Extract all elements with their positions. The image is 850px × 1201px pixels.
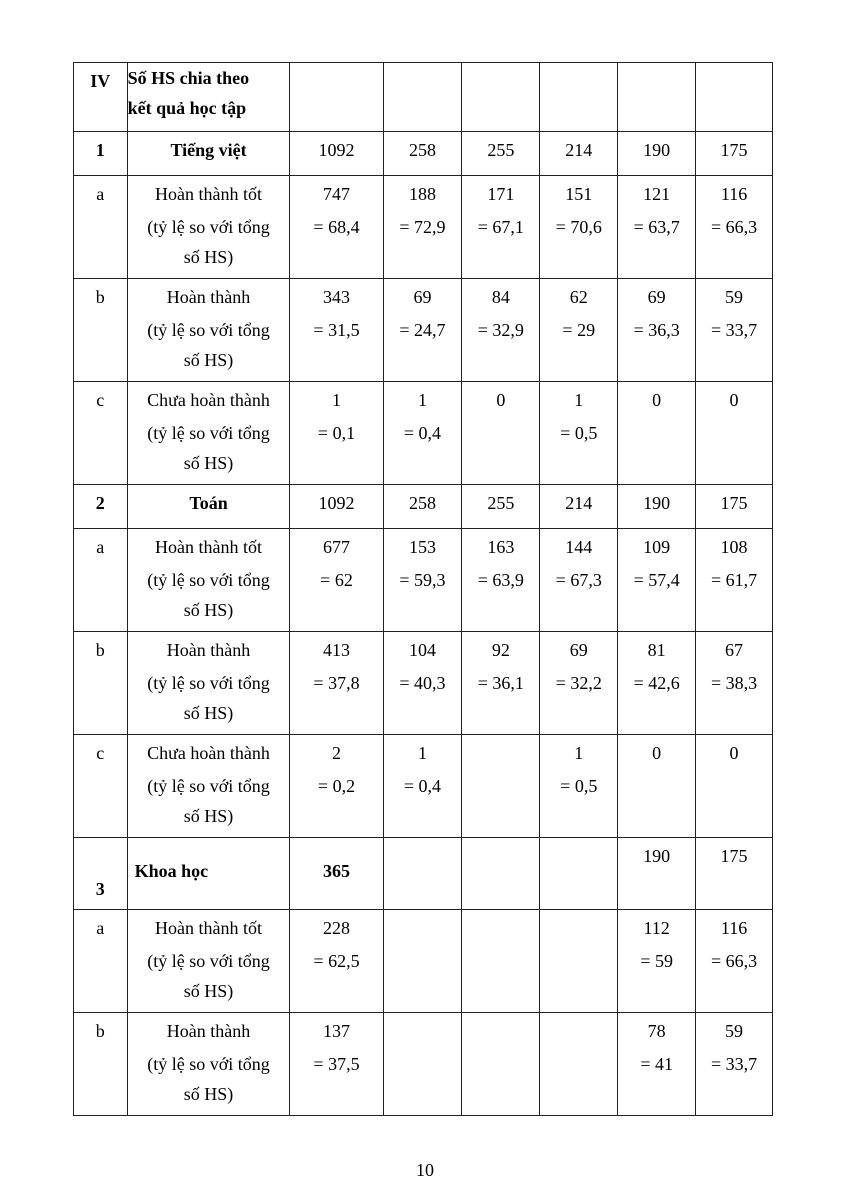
- result-count: 67: [725, 640, 744, 660]
- result-rate: = 36,1: [477, 673, 524, 693]
- empty-cell: [540, 63, 618, 132]
- result-label: [127, 382, 290, 485]
- result-count: [384, 1013, 462, 1016]
- result-count: 78: [647, 1021, 666, 1041]
- result-cell: [462, 735, 540, 838]
- result-letter-text: a: [96, 918, 105, 938]
- result-sub-label: số HS): [183, 703, 234, 723]
- section-total-cell: [540, 838, 618, 910]
- section-total-value: 214: [565, 140, 593, 160]
- result-cell: [462, 632, 540, 735]
- result-row: [74, 382, 773, 485]
- result-count: 144: [565, 537, 593, 557]
- section-total-value: [462, 838, 539, 841]
- section-total-cell: [696, 485, 773, 529]
- result-row: [74, 176, 773, 279]
- section-total-cell: [540, 132, 618, 176]
- result-count: 62: [569, 287, 588, 307]
- result-cell: [618, 910, 696, 1013]
- result-letter: [74, 632, 128, 735]
- result-rate: = 68,4: [313, 217, 360, 237]
- section-number-text: 2: [95, 493, 105, 513]
- section-total-cell: [383, 132, 462, 176]
- section-title-line2: kết quả học tập: [127, 98, 247, 118]
- result-cell: [383, 279, 462, 382]
- result-count: 69: [413, 287, 432, 307]
- result-count: 2: [332, 743, 341, 763]
- result-count: 59: [725, 287, 744, 307]
- result-rate: = 67,1: [477, 217, 524, 237]
- empty-cell: [462, 63, 540, 132]
- result-sub-label: (tỷ lệ so với tổng: [147, 673, 270, 693]
- result-rate: = 0,4: [403, 423, 442, 443]
- result-count: [540, 1013, 617, 1016]
- result-letter-text: a: [96, 184, 105, 204]
- section-total-value: 255: [487, 493, 515, 513]
- result-count: 228: [323, 918, 350, 938]
- result-rate: = 0,5: [560, 423, 598, 443]
- section-total-cell: [540, 485, 618, 529]
- section-number: [74, 485, 128, 529]
- result-label-text: Hoàn thành tốt: [155, 918, 263, 938]
- section-total-value: 190: [643, 140, 671, 160]
- result-letter: [74, 1013, 128, 1116]
- result-cell: [383, 176, 462, 279]
- result-count: 1: [417, 390, 427, 410]
- section-total-value: 255: [487, 140, 515, 160]
- result-count: 59: [725, 1021, 744, 1041]
- section-total-value: 190: [643, 493, 671, 513]
- result-rate: = 63,7: [633, 217, 680, 237]
- result-label-text: Hoàn thành tốt: [155, 537, 263, 557]
- section-total-cell: [290, 838, 383, 910]
- result-rate: = 37,5: [313, 1054, 360, 1074]
- empty-cell: [383, 63, 462, 132]
- result-rate: = 31,5: [313, 320, 360, 340]
- result-label: [127, 632, 290, 735]
- result-count: 1: [417, 743, 427, 763]
- result-cell: [618, 632, 696, 735]
- result-label: [127, 1013, 290, 1116]
- section-total-value: 258: [408, 140, 436, 160]
- result-count: 677: [323, 537, 350, 557]
- result-sub-label: (tỷ lệ so với tổng: [147, 423, 270, 443]
- result-letter: [74, 529, 128, 632]
- empty-cell: [696, 63, 773, 132]
- result-count: 109: [643, 537, 671, 557]
- result-rate: = 40,3: [399, 673, 446, 693]
- empty-cell: [618, 63, 696, 132]
- section-total-cell: [618, 485, 696, 529]
- section-title-line1: Số HS chia theo: [127, 68, 250, 88]
- result-cell: [383, 382, 462, 485]
- result-rate: = 32,2: [555, 673, 602, 693]
- result-cell: [618, 279, 696, 382]
- result-row: [74, 529, 773, 632]
- result-letter: [74, 279, 128, 382]
- result-cell: [540, 632, 618, 735]
- section-total-value: 175: [720, 493, 748, 513]
- result-count: [462, 735, 539, 738]
- result-count: 188: [408, 184, 436, 204]
- result-label-text: Chưa hoàn thành: [147, 390, 270, 410]
- result-cell: [696, 1013, 773, 1116]
- result-rate: = 57,4: [633, 570, 680, 590]
- section-total-value: 175: [720, 846, 748, 866]
- result-rate: = 62: [320, 570, 353, 590]
- section-total-cell: [462, 485, 540, 529]
- result-label: [127, 279, 290, 382]
- section-subject-text: Tiếng việt: [170, 140, 247, 160]
- result-sub-label: số HS): [183, 981, 234, 1001]
- section-total-cell: [290, 132, 383, 176]
- result-sub-label: (tỷ lệ so với tổng: [147, 217, 270, 237]
- result-label: [127, 529, 290, 632]
- page-number: 10: [416, 1160, 434, 1180]
- section-subject: [127, 132, 290, 176]
- result-cell: [290, 1013, 383, 1116]
- results-table: [73, 62, 773, 1116]
- result-rate: = 0,1: [317, 423, 356, 443]
- result-cell: [290, 382, 383, 485]
- result-letter: [74, 176, 128, 279]
- result-rate: = 66,3: [710, 951, 758, 971]
- result-cell: [696, 382, 773, 485]
- result-rate: = 66,3: [710, 217, 758, 237]
- result-cell: [696, 910, 773, 1013]
- result-count: [384, 910, 462, 913]
- result-sub-label: (tỷ lệ so với tổng: [147, 951, 270, 971]
- result-row: [74, 735, 773, 838]
- section-subject-text: Toán: [189, 493, 228, 513]
- result-cell: [618, 1013, 696, 1116]
- result-cell: [383, 1013, 462, 1116]
- result-cell: [696, 279, 773, 382]
- result-cell: [540, 910, 618, 1013]
- section-total-value: 1092: [318, 140, 355, 160]
- section-total-value: 258: [408, 493, 436, 513]
- section-total-cell: [696, 132, 773, 176]
- result-rate: = 62,5: [313, 951, 360, 971]
- result-row: [74, 910, 773, 1013]
- result-sub-label: số HS): [183, 600, 234, 620]
- result-cell: [540, 279, 618, 382]
- result-letter-text: c: [96, 743, 105, 763]
- section-number: [74, 132, 128, 176]
- result-letter: [74, 382, 128, 485]
- section-total-value: 190: [643, 846, 671, 866]
- section-subject-text: Khoa học: [134, 861, 209, 881]
- section-total-cell: [290, 485, 383, 529]
- result-cell: [618, 382, 696, 485]
- section-total-value: 214: [565, 493, 593, 513]
- result-sub-label: (tỷ lệ so với tổng: [147, 320, 270, 340]
- result-rate: = 33,7: [710, 320, 758, 340]
- result-letter: [74, 910, 128, 1013]
- result-cell: [290, 910, 383, 1013]
- section-total-cell: [383, 485, 462, 529]
- result-count: 69: [647, 287, 666, 307]
- result-row: [74, 632, 773, 735]
- section-row: [74, 838, 773, 910]
- result-cell: [383, 910, 462, 1013]
- result-cell: [290, 279, 383, 382]
- result-cell: [540, 1013, 618, 1116]
- section-total-cell: [462, 838, 540, 910]
- section-number-text: 1: [95, 140, 105, 160]
- result-rate: = 0,4: [403, 776, 442, 796]
- result-sub-label: (tỷ lệ so với tổng: [147, 570, 270, 590]
- section-subject: [127, 838, 290, 910]
- result-count: [540, 910, 617, 913]
- result-label: [127, 910, 290, 1013]
- result-row: [74, 279, 773, 382]
- result-cell: [290, 735, 383, 838]
- result-rate: = 33,7: [710, 1054, 758, 1074]
- result-label-text: Hoàn thành: [166, 640, 251, 660]
- result-label-text: Hoàn thành tốt: [155, 184, 263, 204]
- result-count: 163: [487, 537, 515, 557]
- result-count: 69: [569, 640, 588, 660]
- result-label-text: Hoàn thành: [166, 1021, 251, 1041]
- result-row: [74, 1013, 773, 1116]
- section-row: [74, 485, 773, 529]
- result-cell: [618, 176, 696, 279]
- result-count: 92: [491, 640, 510, 660]
- result-rate: = 29: [562, 320, 596, 340]
- section-total-cell: [696, 838, 773, 910]
- result-count: 104: [408, 640, 436, 660]
- result-sub-label: (tỷ lệ so với tổng: [147, 1054, 270, 1074]
- result-rate: = 32,9: [477, 320, 524, 340]
- result-count: 112: [643, 918, 670, 938]
- result-cell: [383, 735, 462, 838]
- result-cell: [696, 632, 773, 735]
- result-rate: = 70,6: [555, 217, 602, 237]
- result-count: 1: [332, 390, 341, 410]
- section-number-text: 3: [95, 879, 105, 899]
- result-cell: [696, 735, 773, 838]
- section-roman: IV: [74, 63, 128, 132]
- result-count: 747: [323, 184, 350, 204]
- result-rate: = 61,7: [710, 570, 758, 590]
- result-cell: [462, 529, 540, 632]
- result-count: 81: [647, 640, 666, 660]
- result-letter-text: b: [95, 640, 105, 660]
- result-count: 0: [652, 743, 662, 763]
- result-count: 413: [323, 640, 350, 660]
- section-total-value: [540, 838, 617, 841]
- result-label: [127, 735, 290, 838]
- result-count: 137: [323, 1021, 350, 1041]
- result-cell: [462, 382, 540, 485]
- result-cell: [462, 176, 540, 279]
- header-row: [74, 63, 773, 132]
- result-count: 0: [652, 390, 662, 410]
- result-count: 108: [720, 537, 748, 557]
- result-cell: [383, 632, 462, 735]
- section-row: [74, 132, 773, 176]
- result-sub-label: số HS): [183, 453, 234, 473]
- result-letter-text: b: [95, 1021, 105, 1041]
- result-count: [462, 1013, 539, 1016]
- result-cell: [540, 735, 618, 838]
- result-cell: [540, 176, 618, 279]
- result-cell: [383, 529, 462, 632]
- result-rate: = 0,2: [317, 776, 356, 796]
- section-subject: [127, 485, 290, 529]
- result-cell: [290, 632, 383, 735]
- section-total-cell: [462, 132, 540, 176]
- result-count: 1: [574, 743, 584, 763]
- result-cell: [540, 529, 618, 632]
- empty-cell: [290, 63, 383, 132]
- result-count: 84: [491, 287, 510, 307]
- result-count: [462, 910, 539, 913]
- result-rate: = 42,6: [633, 673, 680, 693]
- section-total-cell: [383, 838, 462, 910]
- result-count: 151: [565, 184, 593, 204]
- result-rate: = 72,9: [399, 217, 446, 237]
- result-cell: [618, 735, 696, 838]
- section-total-value: 365: [323, 861, 350, 881]
- result-sub-label: số HS): [183, 350, 234, 370]
- result-cell: [618, 529, 696, 632]
- result-cell: [290, 176, 383, 279]
- result-rate: = 41: [640, 1054, 673, 1074]
- result-rate: = 63,9: [477, 570, 524, 590]
- result-cell: [462, 279, 540, 382]
- result-letter: [74, 735, 128, 838]
- result-count: 121: [643, 184, 671, 204]
- result-rate: = 38,3: [710, 673, 758, 693]
- result-cell: [540, 382, 618, 485]
- result-count: 0: [496, 390, 506, 410]
- result-cell: [290, 529, 383, 632]
- section-number: [74, 838, 128, 910]
- result-sub-label: số HS): [183, 1084, 234, 1104]
- result-cell: [462, 1013, 540, 1116]
- result-count: 171: [487, 184, 515, 204]
- result-count: 153: [408, 537, 436, 557]
- result-cell: [696, 529, 773, 632]
- result-count: 0: [729, 390, 739, 410]
- result-sub-label: số HS): [183, 247, 234, 267]
- result-rate: = 67,3: [555, 570, 602, 590]
- section-total-value: 175: [720, 140, 748, 160]
- result-count: 116: [720, 918, 748, 938]
- result-sub-label: (tỷ lệ so với tổng: [147, 776, 270, 796]
- result-rate: = 59: [640, 951, 673, 971]
- result-letter-text: a: [96, 537, 105, 557]
- result-rate: = 59,3: [399, 570, 446, 590]
- result-count: 116: [720, 184, 748, 204]
- result-label-text: Chưa hoàn thành: [147, 743, 270, 763]
- result-rate: = 36,3: [633, 320, 680, 340]
- result-letter-text: b: [95, 287, 105, 307]
- result-label: [127, 176, 290, 279]
- result-rate: = 0,5: [560, 776, 598, 796]
- section-total-value: [384, 838, 462, 841]
- result-cell: [696, 176, 773, 279]
- result-count: 0: [729, 743, 739, 763]
- result-cell: [462, 910, 540, 1013]
- result-label-text: Hoàn thành: [166, 287, 251, 307]
- section-title: [127, 63, 290, 132]
- result-sub-label: số HS): [183, 806, 234, 826]
- result-rate: = 37,8: [313, 673, 360, 693]
- section-total-cell: [618, 838, 696, 910]
- result-rate: = 24,7: [399, 320, 446, 340]
- result-count: 343: [323, 287, 350, 307]
- result-letter-text: c: [96, 390, 105, 410]
- result-count: 1: [574, 390, 584, 410]
- section-total-cell: [618, 132, 696, 176]
- section-total-value: 1092: [318, 493, 355, 513]
